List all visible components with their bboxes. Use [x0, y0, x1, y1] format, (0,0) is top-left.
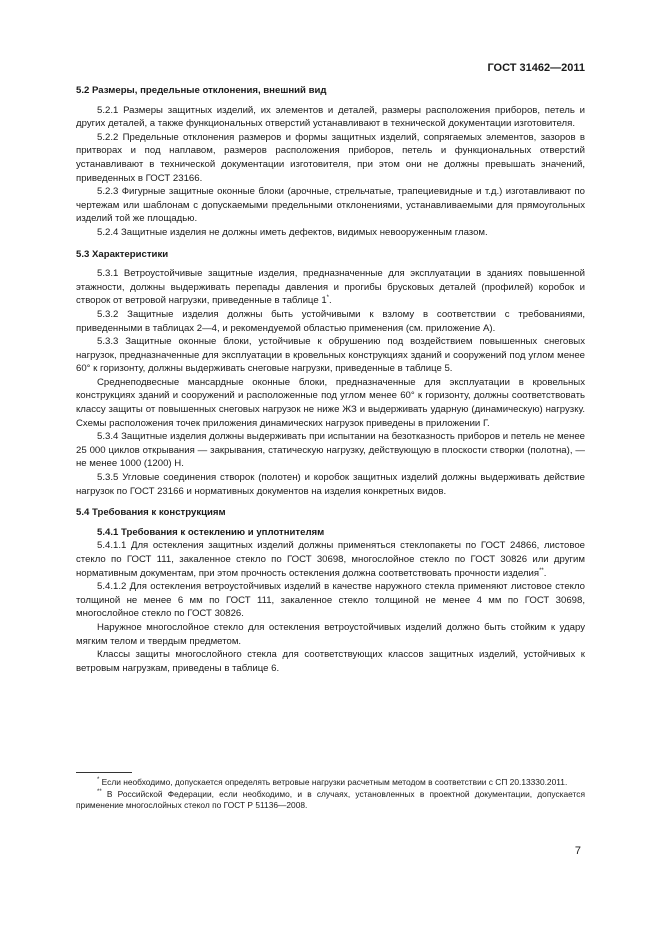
paragraph-glass-classes: Классы защиты многослойного стекла для соответствующих классов защитных изделий, устойчивых к ветровым нагрузкам, приведены в таблице 6.	[76, 649, 585, 674]
standard-designation: ГОСТ 31462—2011	[487, 62, 585, 74]
paragraph-5-3-5: 5.3.5 Угловые соединения створок (полотен) и коробок защитных изделий должны выдерживать действие нагрузок по ГОСТ 23166 и нормативных документов на изделия конкретных видов.	[76, 472, 585, 497]
paragraph-5-3-3-mansard: Среднеподвесные мансардные оконные блоки, предназначенные для эксплуатации в кровельных конструкциях зданий и сооружений и расположенные под углом менее 60° к горизонту, должны соответствовать классу защиты от повышенных снеговых нагрузок не ниже ЖЗ и выдерживать ударную (динамическую) нагрузку. Схемы расположения точек приложения динамических нагрузок приведены в приложении Г.	[76, 376, 585, 429]
page-number: 7	[574, 845, 581, 857]
footnote-1-mark: *	[97, 777, 100, 784]
footnotes	[76, 772, 585, 812]
paragraph-5-3-4: 5.3.4 Защитные изделия должны выдерживать при испытании на безотказность приборов и петель не менее 25 000 циклов открывания — закрывания, статическую нагрузку, действующую в плоскости створки (полотна), — не менее 1000 (1200) Н.	[76, 431, 585, 470]
paragraph-5-3-1	[76, 267, 585, 308]
paragraph-5-4-1-1-end: .	[543, 567, 547, 579]
paragraph-5-3-1-text: 5.3.1 Ветроустойчивые защитные изделия, предназначенные для эксплуатации в зданиях повышенной этажности, должны выдерживать перепады давления и прогибы брусковых деталей (профилей) коробок и створок от ветровой нагрузки, приведенные в таблице 1	[76, 268, 585, 307]
paragraph-5-4-1-1-text: 5.4.1.1 Для остекления защитных изделий должны применяться стеклопакеты по ГОСТ 24866, листовое стекло по ГОСТ 111, закаленное стекло по ГОСТ 30698, многослойное стекло по ГОСТ 30826 или другим нормативным документам, при этом прочность остекления должна соответствовать прочности изделия	[76, 540, 585, 579]
footnote-1	[76, 777, 585, 789]
footnote-divider	[76, 772, 132, 773]
footnote-2	[76, 789, 585, 812]
paragraph-5-2-2: 5.2.2 Предельные отклонения размеров и формы защитных изделий, сопрягаемых элементов, зазоров в притворах и под наплавом, размеров расположения приборов, петель и функциональных отверстий устанавливают в технической документации изготовителя, при этом они не должны превышать значений, приведенных в ГОСТ 23166.	[76, 131, 585, 184]
footnote-ref-1: *	[326, 295, 329, 302]
paragraph-5-2-1: 5.2.1 Размеры защитных изделий, их элементов и деталей, размеры расположения приборов, петель и других деталей, а также функциональных отверстий устанавливают в технической документации изготовителя.	[76, 104, 585, 130]
paragraph-5-2-4: 5.2.4 Защитные изделия не должны иметь дефектов, видимых невооруженным глазом.	[97, 226, 488, 238]
paragraph-5-4-1-2: 5.4.1.2 Для остекления ветроустойчивых изделий в качестве наружного стекла применяют листовое стекло толщиной не менее 6 мм по ГОСТ 111, закаленное стекло толщиной не менее 4 мм по ГОСТ 30698, многослойное стекло по ГОСТ 30826.	[76, 581, 585, 620]
document-body	[76, 84, 585, 675]
footnote-1-text: Если необходимо, допускается определять ветровые нагрузки расчетным методом в соответствии с СП 20.13330.2011.	[99, 777, 568, 787]
section-heading-5-4: 5.4 Требования к конструкциям	[76, 507, 226, 519]
paragraph-5-4-1-1	[76, 539, 585, 580]
subsection-heading-5-4-1: 5.4.1 Требования к остеклению и уплотнителям	[97, 526, 325, 538]
footnote-2-mark: **	[97, 788, 102, 795]
paragraph-outer-glass: Наружное многослойное стекло для остекления ветроустойчивых изделий должно быть стойким к удару мягким телом и твердым предметом.	[76, 621, 585, 647]
footnote-ref-2: **	[539, 567, 544, 574]
footnote-2-text: В Российской Федерации, если необходимо, и в случаях, установленных в проектной документации, допускается применение многослойных стекол по ГОСТ Р 51136—2008.	[76, 788, 585, 811]
paragraph-5-3-2: 5.3.2 Защитные изделия должны быть устойчивыми к взлому в соответствии с требованиями, приведенными в таблицах 2—4, и рекомендуемой областью применения (см. приложение А).	[76, 308, 585, 334]
paragraph-5-3-3: 5.3.3 Защитные оконные блоки, устойчивые к обрушению под воздействием повышенных снеговых нагрузок, предназначенные для эксплуатации в кровельных конструкциях зданий и сооружений под углом менее 60° к горизонту, должны выдерживать снеговые нагрузки, приведенные в таблице 5.	[76, 336, 585, 375]
paragraph-5-2-3: 5.2.3 Фигурные защитные оконные блоки (арочные, стрельчатые, трапециевидные и т.д.) изготавливают по чертежам или шаблонам с допускаемыми предельными отклонениями, устанавливаемыми для прямоугольных изделий той же площадью.	[76, 186, 585, 225]
section-heading-5-2: 5.2 Размеры, предельные отклонения, внешний вид	[76, 85, 327, 96]
section-heading-5-3: 5.3 Характеристики	[76, 248, 169, 260]
paragraph-5-3-1-end: .	[329, 295, 332, 307]
